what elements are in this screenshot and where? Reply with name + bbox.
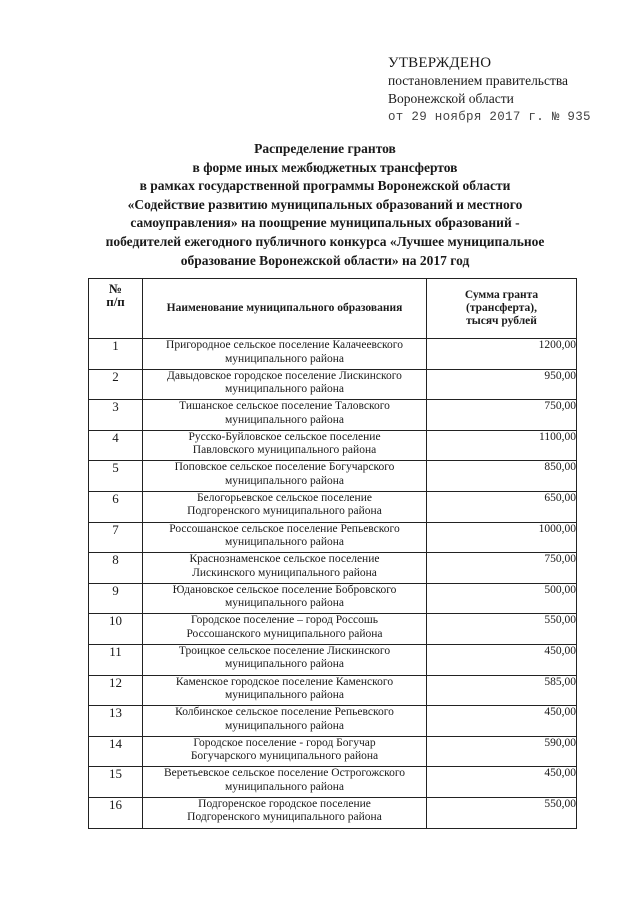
row-number: 7 — [89, 522, 143, 553]
municipality-name — [143, 736, 427, 767]
grant-amount: 450,00 — [427, 706, 577, 737]
municipality-name — [143, 583, 427, 614]
municipality-name-line: Веретьевское сельское поселение Острогожского — [163, 767, 406, 780]
municipality-name-line: Белогорьевское сельское поселение — [197, 491, 372, 504]
municipality-name — [143, 706, 427, 737]
municipality-district-line: муниципального района — [225, 597, 344, 610]
row-number: 13 — [89, 706, 143, 737]
municipality-name — [143, 797, 427, 828]
municipality-district-line: Подгоренского муниципального района — [187, 811, 382, 824]
row-number: 8 — [89, 553, 143, 584]
grant-amount: 1000,00 — [427, 522, 577, 553]
header-amount — [427, 279, 577, 339]
municipality-name — [143, 339, 427, 370]
header-amount-line: (трансферта), — [466, 302, 537, 314]
grants-table — [88, 278, 577, 829]
grant-amount: 590,00 — [427, 736, 577, 767]
title-line: «Содействие развитию муниципальных образований и местного — [127, 196, 523, 212]
table-row — [89, 583, 577, 614]
approval-stamp — [388, 54, 591, 126]
municipality-name-line: Городское поселение – город Россошь — [191, 614, 378, 627]
table-row — [89, 644, 577, 675]
table-row — [89, 461, 577, 492]
grant-amount: 950,00 — [427, 369, 577, 400]
table-row — [89, 553, 577, 584]
title-line: в форме иных межбюджетных трансфертов — [192, 159, 458, 175]
municipality-district-line: Подгоренского муниципального района — [187, 505, 382, 518]
document-title — [70, 140, 580, 270]
municipality-name-line: Юдановское сельское поселение Бобровского — [172, 583, 397, 596]
table-row — [89, 400, 577, 431]
title-line: Распределение грантов — [254, 141, 396, 156]
municipality-name-line: Давыдовское городское поселение Лискинского — [167, 369, 402, 382]
table-row — [89, 767, 577, 798]
grant-amount: 550,00 — [427, 797, 577, 828]
title-line: образование Воронежской области» на 2017 год — [180, 252, 470, 268]
grant-amount: 585,00 — [427, 675, 577, 706]
municipality-name — [143, 767, 427, 798]
municipality-name — [143, 430, 427, 461]
municipality-name-line: Русско-Буйловское сельское поселение — [188, 430, 381, 443]
table-row — [89, 339, 577, 370]
grant-amount: 550,00 — [427, 614, 577, 645]
table-row — [89, 491, 577, 522]
municipality-district-line: муниципального района — [225, 780, 344, 793]
row-number: 11 — [89, 644, 143, 675]
row-number: 2 — [89, 369, 143, 400]
municipality-name-line: Колбинское сельское поселение Репьевского — [175, 706, 394, 719]
row-number: 10 — [89, 614, 143, 645]
municipality-name — [143, 614, 427, 645]
municipality-district-line: Лискинского муниципального района — [192, 566, 377, 579]
municipality-name — [143, 675, 427, 706]
municipality-name-line: Подгоренское городское поселение — [198, 797, 371, 810]
municipality-district-line: муниципального района — [225, 689, 344, 702]
municipality-name-line: Россошанское сельское поселение Репьевского — [169, 522, 400, 535]
table-row — [89, 706, 577, 737]
municipality-district-line: муниципального района — [225, 352, 344, 365]
title-line: в рамках государственной программы Воронежской области — [139, 178, 511, 194]
header-number — [89, 279, 143, 339]
municipality-district-line: Павловского муниципального района — [192, 444, 377, 457]
municipality-name-line: Пригородное сельское поселение Калачеевского — [166, 339, 403, 351]
approval-title: УТВЕРЖДЕНО — [388, 55, 492, 71]
title-line: победителей ежегодного публичного конкурса «Лучшее муниципальное — [105, 233, 545, 249]
row-number: 14 — [89, 736, 143, 767]
table-row — [89, 614, 577, 645]
grant-amount: 450,00 — [427, 767, 577, 798]
row-number: 1 — [89, 339, 143, 370]
table-row — [89, 522, 577, 553]
table-row — [89, 369, 577, 400]
municipality-name — [143, 644, 427, 675]
municipality-name — [143, 369, 427, 400]
row-number: 6 — [89, 491, 143, 522]
municipality-name — [143, 553, 427, 584]
municipality-district-line: муниципального района — [225, 719, 344, 732]
grant-amount: 750,00 — [427, 400, 577, 431]
header-number-symbol: № — [108, 281, 123, 296]
table-row — [89, 736, 577, 767]
header-number-label: п/п — [106, 294, 125, 309]
header-amount-line: тысяч рублей — [466, 315, 537, 327]
municipality-district-line: муниципального района — [225, 413, 344, 426]
municipality-name — [143, 461, 427, 492]
row-number: 16 — [89, 797, 143, 828]
table-row — [89, 797, 577, 828]
grant-amount: 750,00 — [427, 553, 577, 584]
table-row — [89, 675, 577, 706]
approval-line-1: постановлением правительства — [388, 73, 569, 88]
grant-amount: 1100,00 — [427, 430, 577, 461]
municipality-name-line: Краснознаменское сельское поселение — [189, 553, 380, 566]
municipality-name-line: Каменское городское поселение Каменского — [175, 675, 394, 688]
table-row — [89, 430, 577, 461]
municipality-district-line: муниципального района — [225, 536, 344, 549]
municipality-district-line: муниципального района — [225, 474, 344, 487]
municipality-name-line: Городское поселение - город Богучар — [193, 736, 376, 749]
grant-amount: 450,00 — [427, 644, 577, 675]
grant-amount: 850,00 — [427, 461, 577, 492]
row-number: 9 — [89, 583, 143, 614]
municipality-name-line: Тишанское сельское поселение Таловского — [179, 400, 390, 413]
municipality-name — [143, 491, 427, 522]
grant-amount: 650,00 — [427, 491, 577, 522]
row-number: 5 — [89, 461, 143, 492]
municipality-name — [143, 400, 427, 431]
title-line: самоуправления» на поощрение муниципальных образований - — [130, 215, 520, 231]
row-number: 15 — [89, 767, 143, 798]
header-name: Наименование муниципального образования — [143, 279, 427, 339]
table-header-row — [89, 279, 577, 339]
municipality-name — [143, 522, 427, 553]
header-amount-line: Сумма гранта — [464, 289, 539, 301]
municipality-district-line: Богучарского муниципального района — [190, 750, 379, 763]
row-number: 4 — [89, 430, 143, 461]
municipality-name-line: Троицкое сельское поселение Лискинского — [178, 644, 391, 657]
municipality-district-line: муниципального района — [225, 658, 344, 671]
approval-date: от 29 ноября 2017 г. № 935 — [388, 110, 591, 124]
municipality-name-line: Поповское сельское поселение Богучарского — [174, 461, 395, 474]
grant-amount: 1200,00 — [427, 339, 577, 370]
approval-line-2: Воронежской области — [388, 91, 514, 106]
municipality-district-line: муниципального района — [225, 383, 344, 396]
municipality-district-line: Россошанского муниципального района — [186, 627, 383, 640]
row-number: 3 — [89, 400, 143, 431]
row-number: 12 — [89, 675, 143, 706]
grant-amount: 500,00 — [427, 583, 577, 614]
